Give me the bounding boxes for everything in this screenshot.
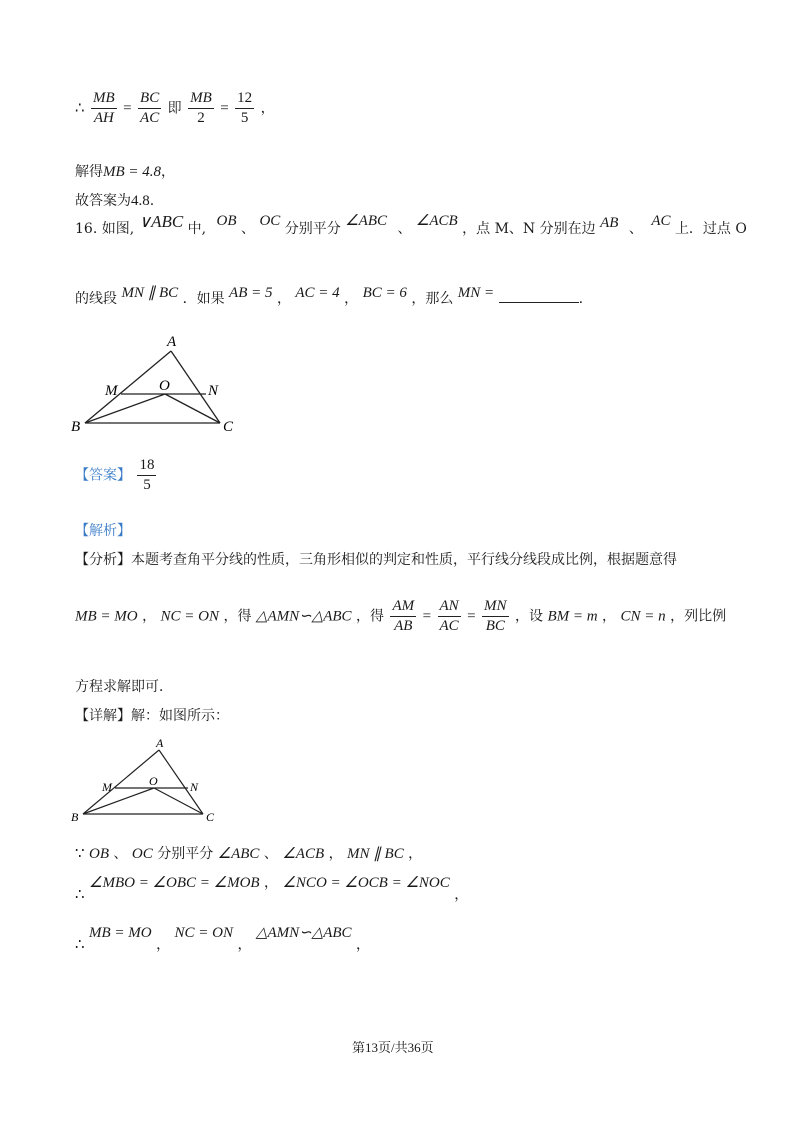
answer-line: [75, 457, 158, 494]
analysis-eq-line: MB = MO ， NC = ON ，得 △AMN∽△ABC ，得 $\frac{AM}{AB}$ = $\frac{AN}{AC}$ = $\frac{MN}{BC}$ ，设 BM = m ， CN = n ，列比例: [75, 598, 727, 634]
label-c: C: [223, 419, 234, 435]
triangle-abc: ∨ABC: [138, 212, 184, 231]
detail-angles-line: ∴ ∠MBO = ∠OBC = ∠MOB ， ∠NCO = ∠OCB = ∠NOC ，: [75, 875, 469, 903]
label-n-2: N: [190, 780, 199, 794]
ratio-an-ac: $\frac{AN}{AC}$: [439, 598, 459, 634]
label-b-2: B: [71, 810, 79, 824]
triangle-figure-2: [68, 736, 228, 828]
ratio-am-ab: $\frac{AM}{AB}$: [392, 598, 415, 634]
question-number: 16. 如图,: [75, 221, 135, 237]
segment-bo-2: [83, 788, 154, 814]
sol15-answer-line: 故答案为4.8.: [75, 193, 155, 209]
q16-line2: 的线段 MN ∥ BC ．如果 AB = 5 ， AC = 4 ， BC = 6 ，那么 MN = .: [75, 285, 584, 307]
therefore-symbol: ∴: [75, 100, 85, 117]
analysis-label: 【解析】: [75, 523, 131, 539]
fraction-12-5: $\frac{12}{5}$: [237, 90, 253, 126]
page-footer: 第13页/共36页: [352, 1040, 434, 1055]
ji-text: 即: [167, 100, 182, 117]
answer-value-15: 4.8: [131, 193, 150, 209]
answer-blank: [499, 288, 579, 303]
detail-result-line: ∴ MB = MO ， NC = ON ， △AMN∽△ABC ，: [75, 925, 370, 953]
q16-line1: 16. 如图, ∨ABC 中, OB 、 OC 分别平分 ∠ABC 、 ∠ACB ，点 M、N 分别在边 AB 、 AC 上．过点 O: [75, 212, 747, 237]
sol15-solve-line: 解得MB = 4.8，: [75, 164, 176, 180]
label-m: M: [105, 383, 118, 399]
side-ab-2: [83, 750, 159, 814]
ratio-mn-bc: $\frac{MN}{BC}$: [484, 598, 507, 634]
fraction-bc-ac: $\frac{BC}{AC}$: [140, 90, 160, 126]
detail-line: 【详解】解：如图所示：: [75, 708, 229, 724]
analysis-last-line: 方程求解即可．: [75, 679, 173, 695]
label-o-2: O: [149, 774, 158, 788]
label-m-2: M: [102, 780, 112, 794]
answer-label: 【答案】: [75, 467, 131, 484]
label-n: N: [208, 383, 219, 399]
fenxi-line: 【分析】本题考查角平分线的性质，三角形相似的判定和性质，平行线分线段成比例，根据题意得: [75, 552, 677, 568]
label-b: B: [71, 419, 81, 435]
label-o: O: [159, 378, 170, 394]
detail-because-line: ∵ OB 、 OC 分别平分 ∠ABC 、 ∠ACB ， MN ∥ BC ，: [75, 846, 423, 862]
segment-bo: [85, 394, 165, 423]
fraction-mb-2: $\frac{MB}{2}$: [190, 90, 212, 126]
triangle-figure: [68, 332, 248, 437]
solve-equation: MB = 4.8: [103, 164, 162, 180]
sol15-ratio-line: ∴ $\frac{MB}{AH}$ = $\frac{BC}{AC}$ 即 $\frac{MB}{2}$ = $\frac{12}{5}$ ，: [75, 90, 275, 126]
label-c-2: C: [206, 810, 215, 824]
fraction-mb-ah: $\frac{MB}{AH}$: [93, 90, 115, 126]
answer-fraction: $\frac{18}{5}$: [139, 457, 155, 493]
label-a-2: A: [156, 736, 164, 750]
label-a: A: [167, 334, 177, 350]
